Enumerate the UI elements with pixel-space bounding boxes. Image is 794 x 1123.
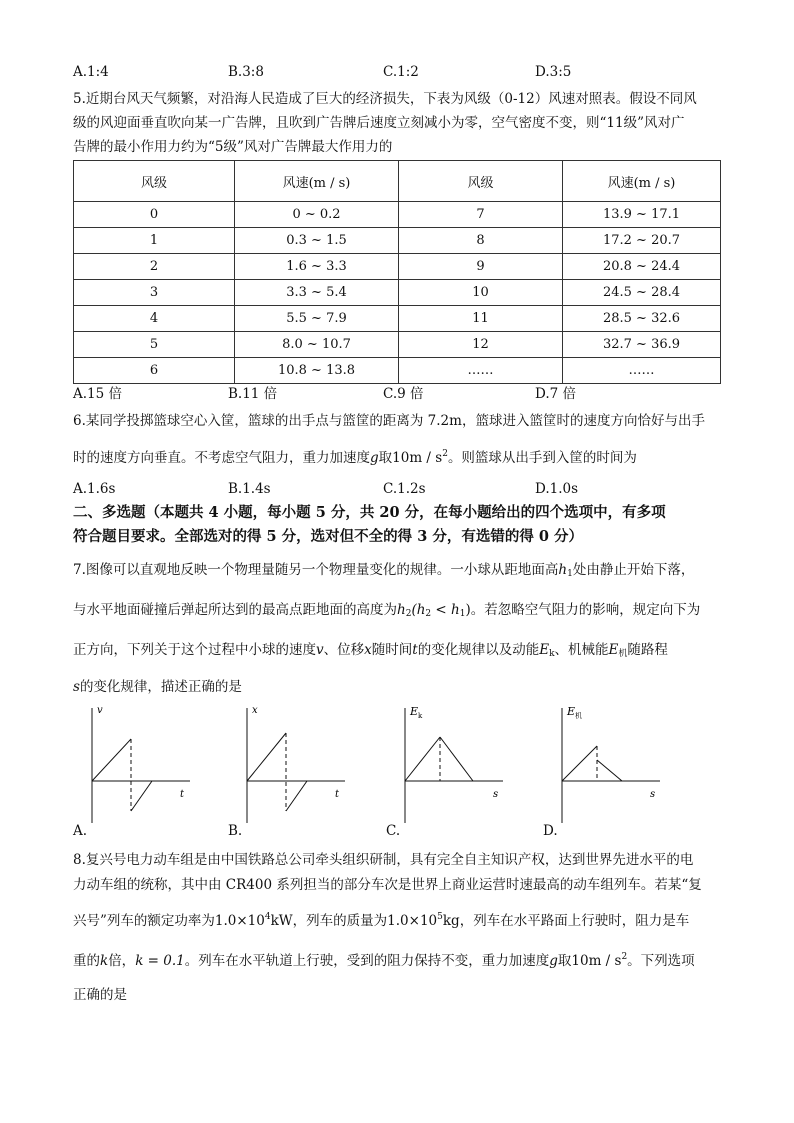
- line-segment: [562, 746, 597, 781]
- q7-text: 7.图像可以直观地反映一个物理量随另一个物理量变化的规律。一小球从距地面高: [73, 562, 559, 578]
- subscript: k: [549, 649, 555, 659]
- symbol-E: E: [539, 642, 550, 658]
- q4-options: [73, 62, 733, 82]
- paren-open: (h: [411, 602, 426, 618]
- table-header-row: [74, 161, 721, 202]
- q5-option-a[interactable]: A.15 倍: [73, 386, 123, 402]
- table-cell: 20.8 ~ 24.4: [563, 254, 721, 280]
- table-cell: 8.0 ~ 10.7: [235, 332, 399, 358]
- q8-stem-line2: 力动车组的统称，其中由 CR400 系列担当的部分车次是世界上商业运营时速最高的动车组列车。若某“复: [73, 877, 702, 893]
- graph-d[interactable]: [550, 703, 680, 838]
- y-axis-label: v: [97, 705, 103, 716]
- q8-text: 重的: [73, 953, 100, 969]
- graph-c-svg: [393, 703, 523, 828]
- table-cell: ……: [399, 358, 563, 384]
- line-segment: [405, 737, 440, 781]
- q5-stem-line3: 告牌的最小作用力约为“5级”风对广告牌最大作用力的: [73, 139, 393, 155]
- symbol-g: g: [549, 953, 558, 969]
- graph-b-label: B.: [228, 823, 243, 839]
- table-cell: 17.2 ~ 20.7: [563, 228, 721, 254]
- table-cell: 2: [74, 254, 235, 280]
- q7-text: 、机械能: [554, 642, 609, 658]
- graph-c-label: C.: [386, 823, 401, 839]
- y-axis-label: x: [252, 705, 258, 716]
- table-cell: 4: [74, 306, 235, 332]
- q6-stem-line1: 6.某同学投掷篮球空心入筐，篮球的出手点与篮筐的距离为 7.2m，篮球进入篮筐时的速度方向恰好与出手: [73, 413, 705, 429]
- symbol-t: t: [412, 642, 418, 658]
- table-cell: 5: [74, 332, 235, 358]
- x-axis-label: t: [335, 789, 340, 800]
- q6-exponent: 2: [442, 449, 448, 459]
- subscript: 1: [459, 609, 466, 619]
- table-row: [74, 332, 721, 358]
- g-value: 10m / s: [571, 953, 622, 969]
- q6-text: 时的速度方向垂直。不考虑空气阻力，重力加速度: [73, 450, 370, 466]
- q8-stem-line3: [73, 907, 689, 931]
- q6-text: 取: [378, 450, 393, 466]
- graph-a-svg: [80, 703, 210, 828]
- symbol-v: v: [316, 642, 324, 658]
- q7-stem-line2: [73, 600, 700, 624]
- symbol-h1: h: [558, 562, 568, 578]
- x-axis-label: s: [650, 789, 656, 800]
- mass-value: 1.0×10: [387, 913, 438, 929]
- exponent: 2: [621, 952, 628, 962]
- table-cell: 0 ~ 0.2: [235, 202, 399, 228]
- symbol-s: s: [73, 679, 80, 695]
- section2-heading-line1: 二、多选题（本题共 4 小题，每小题 5 分，共 20 分，在每小题给出的四个选项中，有多项: [73, 504, 666, 521]
- q8-text: ，列车的质量为: [292, 913, 388, 929]
- x-axis-label: s: [493, 789, 499, 800]
- subscript: 2: [405, 609, 412, 619]
- symbol-k: k: [100, 953, 109, 969]
- table-cell: 7: [399, 202, 563, 228]
- graph-a-label: A.: [73, 823, 88, 839]
- subscript: 机: [618, 649, 628, 659]
- q5-stem-line2: 级的风迎面垂直吹向某一广告牌，且吹到广告牌后速度立刻减小为零，空气密度不变，则“11级”风对广: [73, 115, 685, 131]
- q6-text: 。则篮球从出手到入筐的时间为: [447, 450, 637, 466]
- q6-stem-line2: [73, 444, 637, 468]
- line-segment: [131, 781, 152, 811]
- table-cell: 13.9 ~ 17.1: [563, 202, 721, 228]
- y-axis-label: E: [410, 705, 419, 718]
- q7-text: 、位移: [323, 642, 365, 658]
- q5-option-d[interactable]: D.7 倍: [535, 386, 577, 402]
- q7-text: 随时间: [371, 642, 413, 658]
- table-row: [74, 306, 721, 332]
- q8-stem-line4: [73, 947, 695, 971]
- exponent: 5: [437, 912, 443, 922]
- k-equation: k = 0.1: [135, 953, 185, 969]
- q7-text: 正方向，下列关于这个过程中小球的速度: [73, 642, 316, 658]
- line-segment: [597, 760, 622, 781]
- table-cell: 24.5 ~ 28.4: [563, 280, 721, 306]
- table-cell: 10: [399, 280, 563, 306]
- section2-heading-line2: 符合题目要求。全部选对的得 5 分，选对但不全的得 3 分，有选错的得 0 分）: [73, 528, 584, 545]
- header-wind-level: 风级: [74, 161, 235, 202]
- table-cell: 1: [74, 228, 235, 254]
- table-cell: ……: [563, 358, 721, 384]
- symbol-E: E: [608, 642, 619, 658]
- q8-stem-line5: 正确的是: [73, 987, 127, 1003]
- q5-option-c[interactable]: C.9 倍: [383, 386, 424, 402]
- table-row: [74, 202, 721, 228]
- table-cell: 9: [399, 254, 563, 280]
- q6-option-b[interactable]: B.1.4s: [228, 481, 271, 497]
- table-cell: 28.5 ~ 32.6: [563, 306, 721, 332]
- power-value: 1.0×10: [214, 913, 265, 929]
- q5-options: [73, 384, 733, 404]
- q8-text: ，列车在水平路面上行驶时，阻力是车: [459, 913, 690, 929]
- q8-text: 取: [557, 953, 572, 969]
- graph-b[interactable]: [235, 703, 365, 838]
- q4-option-a[interactable]: A.1:4: [73, 64, 109, 80]
- table-cell: 0: [74, 202, 235, 228]
- header-wind-speed-2: 风速(m / s): [563, 161, 721, 202]
- q8-stem-line1: 8.复兴号电力动车组是由中国铁路总公司牵头组织研制，具有完全自主知识产权，达到世界先进水平的电: [73, 852, 694, 868]
- y-axis-subscript: 机: [575, 712, 582, 720]
- graph-b-svg: [235, 703, 365, 828]
- table-row: [74, 280, 721, 306]
- table-cell: 10.8 ~ 13.8: [235, 358, 399, 384]
- q6-option-c[interactable]: C.1.2s: [383, 481, 426, 497]
- q8-text: 。列车在水平轨道上行驶，受到的阻力保持不变，重力加速度: [184, 953, 550, 969]
- q7-text: 处由静止开始下落，: [572, 562, 695, 578]
- wind-speed-table: [73, 160, 721, 384]
- table-row: [74, 254, 721, 280]
- paren-close: ): [465, 602, 471, 618]
- q7-text: 与水平地面碰撞后弹起所达到的最高点距地面的高度为: [73, 602, 397, 618]
- q4-option-b[interactable]: B.3:8: [228, 64, 264, 80]
- q4-option-c[interactable]: C.1:2: [383, 64, 419, 80]
- q7-text: 的变化规律，描述正确的是: [79, 679, 242, 695]
- symbol-h2: h: [397, 602, 406, 618]
- header-wind-level-2: 风级: [399, 161, 563, 202]
- q4-option-d[interactable]: D.3:5: [535, 64, 572, 80]
- less-than: < h: [431, 602, 460, 618]
- x-axis-label: t: [180, 789, 185, 800]
- q7-stem-line4: [73, 677, 242, 697]
- table-cell: 6: [74, 358, 235, 384]
- graph-a[interactable]: [80, 703, 210, 838]
- table-cell: 5.5 ~ 7.9: [235, 306, 399, 332]
- q7-text: 随路程: [627, 642, 668, 658]
- q5-stem-line1: 5.近期台风天气频繁，对沿海人民造成了巨大的经济损失，下表为风级（0-12）风速对照表。假设不同风: [73, 91, 697, 107]
- q8-text: 倍，: [108, 953, 136, 969]
- table-cell: 12: [399, 332, 563, 358]
- line-segment: [92, 739, 131, 781]
- table-cell: 8: [399, 228, 563, 254]
- symbol-x: x: [364, 642, 372, 658]
- q7-stem-line1: [73, 560, 694, 584]
- q6-unit: 10m / s: [392, 450, 443, 466]
- line-segment: [286, 781, 307, 811]
- symbol-g: g: [370, 450, 379, 466]
- q6-option-d[interactable]: D.1.0s: [535, 481, 579, 497]
- q8-text: 兴号”列车的额定功率为: [73, 913, 215, 929]
- q6-options: [73, 479, 733, 499]
- table-cell: 3: [74, 280, 235, 306]
- table-cell: 32.7 ~ 36.9: [563, 332, 721, 358]
- graph-d-label: D.: [543, 823, 558, 839]
- table-cell: 0.3 ~ 1.5: [235, 228, 399, 254]
- q8-text: 。下列选项: [627, 953, 695, 969]
- mass-unit: kg: [442, 913, 460, 929]
- q6-option-a[interactable]: A.1.6s: [73, 481, 116, 497]
- header-wind-speed: 风速(m / s): [235, 161, 399, 202]
- q7-text: 。若忽略空气阻力的影响，规定向下为: [470, 602, 701, 618]
- q7-stem-line3: [73, 640, 668, 664]
- table-row: [74, 228, 721, 254]
- line-segment: [247, 733, 286, 781]
- graph-d-svg: [550, 703, 680, 828]
- q7-text: 的变化规律以及动能: [417, 642, 540, 658]
- line-segment: [440, 737, 473, 781]
- y-axis-label: E: [567, 705, 576, 718]
- graph-c[interactable]: [393, 703, 523, 838]
- exponent: 4: [264, 912, 271, 922]
- table-row: [74, 358, 721, 384]
- table-cell: 1.6 ~ 3.3: [235, 254, 399, 280]
- table-cell: 11: [399, 306, 563, 332]
- y-axis-subscript: k: [418, 712, 423, 720]
- subscript: 1: [567, 569, 573, 579]
- table-cell: 3.3 ~ 5.4: [235, 280, 399, 306]
- q5-option-b[interactable]: B.11 倍: [228, 386, 278, 402]
- power-unit: kW: [270, 913, 293, 929]
- subscript: 2: [425, 609, 432, 619]
